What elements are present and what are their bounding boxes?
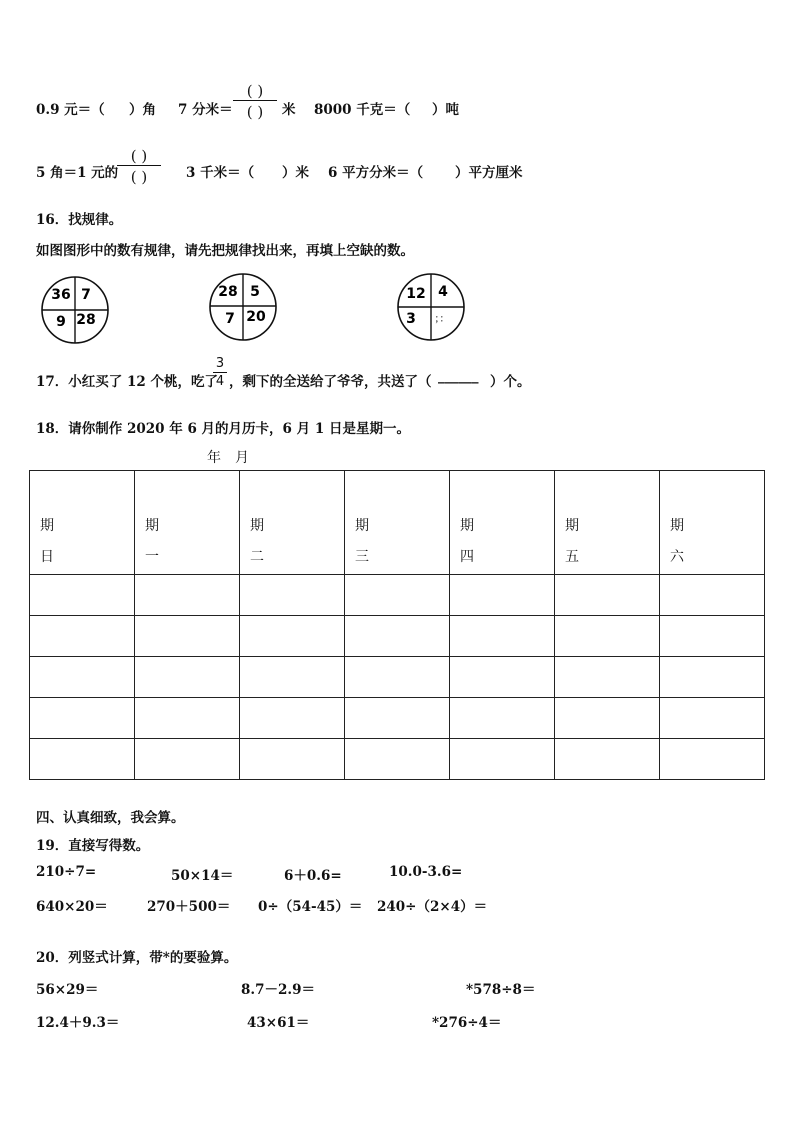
calendar-cell[interactable] — [240, 698, 345, 739]
circle3-top-right: 4 — [438, 284, 448, 300]
q19-expr-1: 210÷7= — [36, 864, 97, 880]
q15-item1-left: 0.9 元＝（ — [36, 102, 105, 118]
calendar-header-fri: 期 五 — [555, 471, 660, 575]
q19-expr-3: 6＋0.6= — [284, 868, 342, 884]
pattern-circle-1 — [40, 275, 110, 345]
q20-title: 20．列竖式计算，带*的要验算。 — [36, 950, 238, 966]
calendar-cell[interactable] — [555, 739, 660, 780]
calendar-cell[interactable] — [450, 616, 555, 657]
q19-title: 19．直接写得数。 — [36, 838, 150, 854]
calendar-week-row — [30, 657, 765, 698]
calendar-cell[interactable] — [660, 575, 765, 616]
calendar-cell[interactable] — [450, 739, 555, 780]
calendar-cell[interactable] — [135, 657, 240, 698]
q19-expr-7: 0÷（54-45）＝ — [258, 899, 363, 915]
calendar-cell[interactable] — [240, 739, 345, 780]
calendar-cell[interactable] — [345, 616, 450, 657]
calendar-cell[interactable] — [30, 657, 135, 698]
section4-title: 四、认真细致，我会算。 — [36, 810, 185, 826]
q17-text-after: ，剩下的全送给了爷爷，共送了（ — [229, 374, 432, 390]
q20-expr-6: *276÷4＝ — [432, 1015, 502, 1031]
q19-expr-5: 640×20＝ — [36, 899, 108, 915]
circle1-top-right: 7 — [81, 287, 91, 303]
calendar-header-sat: 期 六 — [660, 471, 765, 575]
calendar-cell[interactable] — [450, 575, 555, 616]
q19-expr-8: 240÷（2×4）＝ — [377, 899, 488, 915]
calendar-cell[interactable] — [450, 698, 555, 739]
calendar-header-thu: 期 四 — [450, 471, 555, 575]
calendar-cell[interactable] — [240, 575, 345, 616]
q20-expr-3: *578÷8＝ — [466, 982, 536, 998]
calendar-header-sun: 期 日 — [30, 471, 135, 575]
q17-text-before: 17．小红买了 12 个桃，吃了 — [36, 374, 218, 390]
q19-expr-4: 10.0-3.6= — [389, 864, 463, 880]
calendar-caption: 年 月 — [207, 450, 249, 466]
q16-title: 16．找规律。 — [36, 212, 123, 228]
calendar-cell[interactable] — [30, 616, 135, 657]
fraction-denominator: 4 — [215, 374, 225, 389]
q15b-item1-left: 5 角＝1 元的 — [36, 165, 119, 181]
calendar-cell[interactable] — [555, 575, 660, 616]
calendar-cell[interactable] — [555, 698, 660, 739]
q20-expr-2: 8.7－2.9＝ — [241, 982, 315, 998]
circle2-bottom-left: 7 — [225, 311, 235, 327]
q15b-item3-left: 6 平方分米＝（ — [328, 165, 424, 181]
calendar-cell[interactable] — [135, 575, 240, 616]
calendar-week-row — [30, 616, 765, 657]
calendar-header-mon: 期 一 — [135, 471, 240, 575]
calendar-week-row — [30, 575, 765, 616]
q15b-item2-right: ）米 — [282, 165, 309, 181]
q16-instruction: 如图图形中的数有规律，请先把规律找出来，再填上空缺的数。 — [36, 243, 414, 259]
calendar-cell[interactable] — [30, 739, 135, 780]
calendar-cell[interactable] — [240, 657, 345, 698]
calendar-cell[interactable] — [660, 698, 765, 739]
q15b-item2-left: 3 千米＝（ — [186, 165, 255, 181]
calendar-week-row — [30, 739, 765, 780]
q19-expr-2: 50×14＝ — [171, 868, 234, 884]
calendar-cell[interactable] — [345, 739, 450, 780]
calendar-cell[interactable] — [345, 575, 450, 616]
pattern-circle-2 — [208, 272, 278, 342]
fraction-denominator[interactable]: ( ) — [130, 168, 148, 186]
calendar-cell[interactable] — [345, 657, 450, 698]
q20-expr-1: 56×29＝ — [36, 982, 99, 998]
q17-answer-blank[interactable]: ______ — [438, 368, 479, 384]
circle2-bottom-right: 20 — [246, 309, 266, 325]
q15-fraction-1 — [233, 82, 277, 121]
circle3-top-left: 12 — [406, 286, 426, 302]
calendar-header-wed: 期 三 — [345, 471, 450, 575]
calendar-cell[interactable] — [555, 657, 660, 698]
q15-item2-left: 7 分米＝ — [178, 102, 233, 118]
calendar-cell[interactable] — [135, 616, 240, 657]
circle1-bottom-right: 28 — [76, 312, 96, 328]
fraction-numerator[interactable]: ( ) — [246, 82, 264, 100]
q20-expr-5: 43×61＝ — [247, 1015, 310, 1031]
calendar-cell[interactable] — [30, 575, 135, 616]
q15-item3-right: ）吨 — [432, 102, 459, 118]
calendar-cell[interactable] — [345, 698, 450, 739]
calendar-cell[interactable] — [660, 616, 765, 657]
q15-item1-right: ）角 — [129, 102, 156, 118]
fraction-denominator[interactable]: ( ) — [246, 103, 264, 121]
q17-fraction — [213, 356, 227, 389]
q15b-item3-right: ）平方厘米 — [455, 165, 523, 181]
calendar-cell[interactable] — [450, 657, 555, 698]
calendar-cell[interactable] — [660, 739, 765, 780]
calendar-header-tue: 期 二 — [240, 471, 345, 575]
calendar-week-row — [30, 698, 765, 739]
circle3-missing-value[interactable]: ；： — [434, 314, 450, 325]
calendar-cell[interactable] — [135, 739, 240, 780]
calendar-cell[interactable] — [660, 657, 765, 698]
pattern-circle-3 — [396, 272, 466, 342]
q18-title: 18．请你制作 2020 年 6 月的月历卡，6 月 1 日是星期一。 — [36, 421, 410, 437]
q19-expr-6: 270＋500＝ — [147, 899, 231, 915]
calendar-cell[interactable] — [240, 616, 345, 657]
circle2-top-right: 5 — [250, 284, 260, 300]
fraction-numerator[interactable]: ( ) — [130, 147, 148, 165]
circle2-top-left: 28 — [218, 284, 238, 300]
fraction-numerator: 3 — [215, 356, 225, 371]
q17-text-end: ）个。 — [490, 374, 531, 390]
circle1-bottom-left: 9 — [56, 314, 66, 330]
calendar-cell[interactable] — [555, 616, 660, 657]
circle1-top-left: 36 — [51, 287, 71, 303]
q15-item3-left: 8000 千克＝（ — [314, 102, 411, 118]
calendar-cell[interactable] — [30, 698, 135, 739]
calendar-cell[interactable] — [135, 698, 240, 739]
calendar-table — [29, 470, 765, 780]
circle3-bottom-left: 3 — [406, 311, 416, 327]
q15-item2-right: 米 — [282, 102, 296, 118]
q15-fraction-2 — [117, 147, 161, 186]
q20-expr-4: 12.4＋9.3＝ — [36, 1015, 120, 1031]
